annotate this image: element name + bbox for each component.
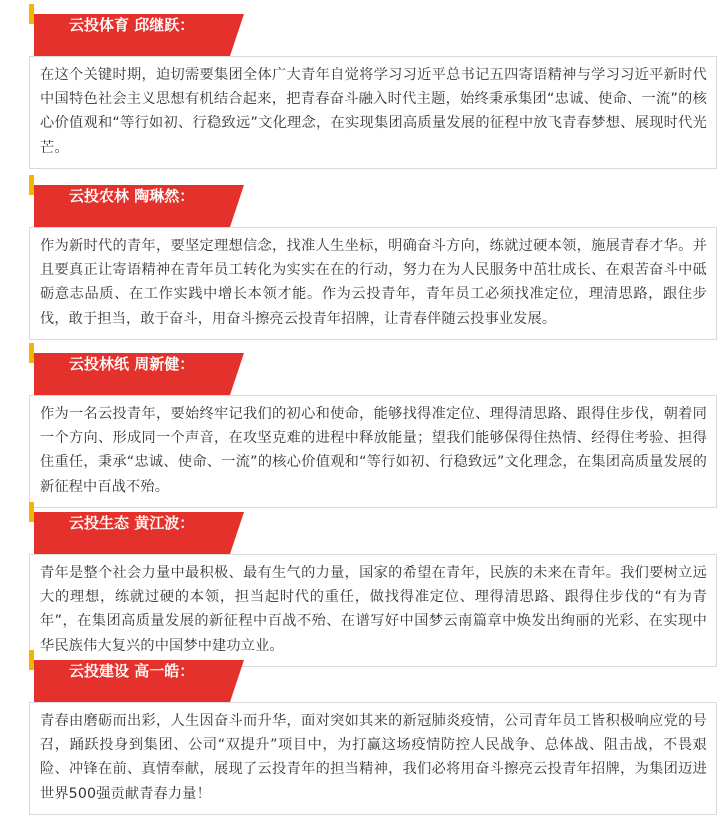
section-text: 作为新时代的青年，要坚定理想信念，找准人生坐标，明确奋斗方向，练就过硬本领，施展青春才华。并且要真正让寄语精神在青年员工转化为实实在在的行动，努力在为人民服务中茁壮成长、在艰苦奋斗中砥砺意志品质、在工作实践中增长本领才能。作为云投青年，青年员工必须找准定位，理清思路，跟住步伐，敢于担当，敢于奋斗，用奋斗擦亮云投青年招牌，让青春伴随云投事业发展。 [29, 227, 717, 340]
section-header [29, 175, 717, 227]
section-text: 在这个关键时期，迫切需要集团全体广大青年自觉将学习习近平总书记五四寄语精神与学习习近平新时代中国特色社会主义思想有机结合起来，把青春奋斗融入时代主题，始终秉承集团“忠诚、使命、一流”的核心价值观和“等行如初、行稳致远”文化理念，在实现集团高质量发展的征程中放飞青春梦想、展现时代光芒。 [29, 56, 717, 169]
section-linzhi [29, 343, 717, 508]
accent-bar [29, 502, 34, 522]
section-text: 青年是整个社会力量中最积极、最有生气的力量，国家的希望在青年，民族的未来在青年。我们要树立远大的理想，练就过硬的本领，担当起时代的重任，做找得准定位、理得清思路、跟得住步伐的“有为青年”，在集团高质量发展的新征程中百战不殆、在谱写好中国梦云南篇章中焕发出绚丽的光彩、在实现中华民族伟大复兴的中国梦中建功立业。 [29, 554, 717, 667]
section-jianshe [29, 650, 717, 815]
section-shengtai [29, 502, 717, 667]
section-heading: 云投建设 高一皓： [69, 662, 195, 680]
section-nonglin [29, 175, 717, 340]
section-heading: 云投体育 邱继跃： [69, 16, 195, 34]
section-text: 作为一名云投青年，要始终牢记我们的初心和使命，能够找得准定位、理得清思路、跟得住步伐，朝着同一个方向、形成同一个声音，在攻坚克难的进程中释放能量；望我们能够保得住热情、经得住考验、担得住重任，秉承“忠诚、使命、一流”的核心价值观和“等行如初、行稳致远”文化理念，在集团高质量发展的新征程中百战不殆。 [29, 395, 717, 508]
section-header [29, 4, 717, 56]
section-tiyu [29, 4, 717, 169]
section-text: 青春由磨砺而出彩，人生因奋斗而升华，面对突如其来的新冠肺炎疫情，公司青年员工皆积极响应党的号召，踊跃投身到集团、公司“双提升”项目中，为打赢这场疫情防控人民战争、总体战、阻击战，不畏艰险、冲锋在前、真情奉献，展现了云投青年的担当精神，我们必将用奋斗擦亮云投青年招牌，为集团迈进世界500强贡献青春力量！ [29, 702, 717, 815]
accent-bar [29, 4, 34, 24]
section-header [29, 343, 717, 395]
accent-bar [29, 175, 34, 195]
accent-bar [29, 343, 34, 363]
section-header [29, 650, 717, 702]
section-header [29, 502, 717, 554]
section-heading: 云投林纸 周新健： [69, 355, 195, 373]
accent-bar [29, 650, 34, 670]
section-heading: 云投生态 黄江波： [69, 514, 195, 532]
section-heading: 云投农林 陶琳然： [69, 187, 195, 205]
